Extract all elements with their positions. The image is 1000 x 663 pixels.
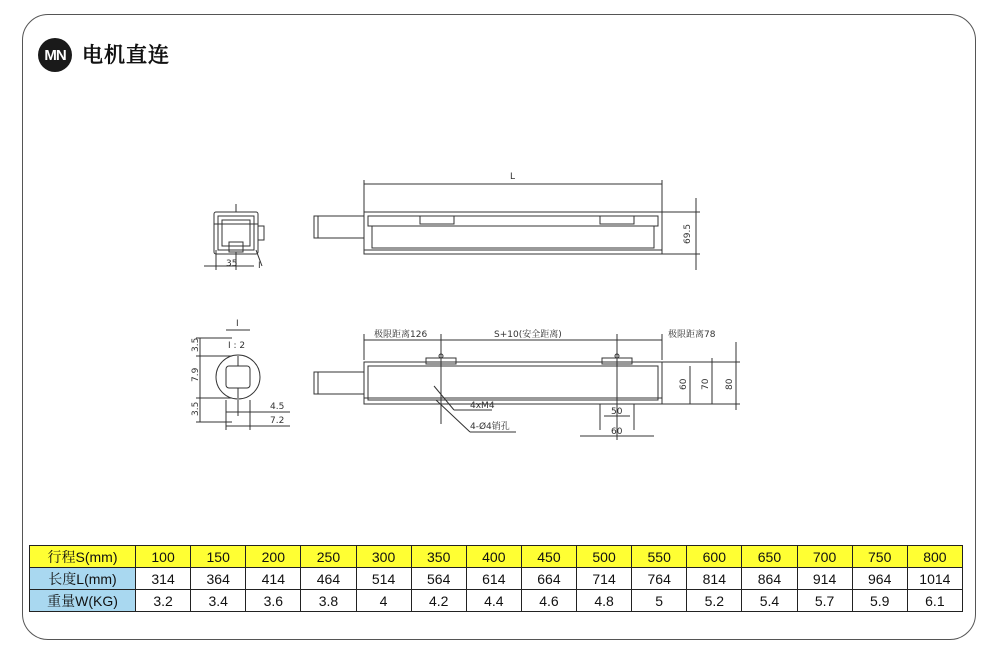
dim-45: 4.5 [270,402,285,412]
top-view [314,180,700,270]
table-cell: 4.8 [577,590,632,612]
table-cell: 3.8 [301,590,356,612]
table-cell: 914 [797,568,852,590]
table-cell: 300 [356,546,411,568]
table-cell: 4.4 [466,590,521,612]
table-cell: 964 [852,568,907,590]
limit-right-label: 极限距离78 [668,330,716,340]
table-cell: 564 [411,568,466,590]
page-title: 电机直连 [82,43,170,67]
table-cell: 864 [742,568,797,590]
table-cell: 450 [521,546,576,568]
hole-m4-label: 4xM4 [470,401,495,411]
table-cell: 614 [466,568,521,590]
table-cell: 4 [356,590,411,612]
table-cell: 714 [577,568,632,590]
spec-table [29,545,963,612]
dim-length-label: L [510,172,516,182]
table-cell: 1014 [907,568,962,590]
series-badge: MN [38,38,72,72]
row-header: 行程S(mm) [30,546,136,568]
table-cell: 550 [632,546,687,568]
table-cell: 814 [687,568,742,590]
table-cell: 700 [797,546,852,568]
table-cell: 800 [907,546,962,568]
table-cell: 4.2 [411,590,466,612]
table-cell: 3.2 [136,590,191,612]
limit-left-label: 极限距离126 [374,330,428,340]
dim-height-label: 69.5 [683,223,693,244]
dim-72: 7.2 [270,416,285,426]
table-cell: 3.4 [191,590,246,612]
dim-60-horizontal: 60 [611,427,623,437]
dim-70-vertical: 70 [701,378,711,390]
stroke-label: S+10(安全距离) [494,330,562,340]
row-header: 重量W(KG) [30,590,136,612]
dim-79: 7.9 [191,367,201,382]
table-cell: 5 [632,590,687,612]
table-cell: 414 [246,568,301,590]
table-cell: 514 [356,568,411,590]
hole-phi-label: 4-Ø4销孔 [470,422,510,432]
dim-width-label: 35 [226,259,238,269]
table-cell: 5.9 [852,590,907,612]
table-cell: 5.2 [687,590,742,612]
table-cell: 750 [852,546,907,568]
table-cell: 314 [136,568,191,590]
table-cell: 150 [191,546,246,568]
table-cell: 4.6 [521,590,576,612]
table-row [30,568,963,590]
table-cell: 6.1 [907,590,962,612]
table-cell: 400 [466,546,521,568]
table-cell: 500 [577,546,632,568]
table-row [30,546,963,568]
table-cell: 350 [411,546,466,568]
table-cell: 5.4 [742,590,797,612]
table-cell: 5.7 [797,590,852,612]
table-cell: 100 [136,546,191,568]
table-cell: 3.6 [246,590,301,612]
front-view [314,334,740,440]
table-cell: 364 [191,568,246,590]
detail-label: I [236,319,239,329]
dim-60-vertical: 60 [679,378,689,390]
dim-35-bottom: 3.5 [191,401,201,416]
table-cell: 250 [301,546,356,568]
detail-scale: I : 2 [228,341,246,351]
table-cell: 464 [301,568,356,590]
table-cell: 664 [521,568,576,590]
table-cell: 600 [687,546,742,568]
dim-50-horizontal: 50 [611,407,623,417]
table-cell: 200 [246,546,301,568]
table-cell: 650 [742,546,797,568]
row-header: 长度L(mm) [30,568,136,590]
section-mark-top: I [258,261,261,271]
table-cell: 764 [632,568,687,590]
table-row [30,590,963,612]
dim-35-top: 3.5 [191,337,201,352]
dim-80-vertical: 80 [725,378,735,390]
